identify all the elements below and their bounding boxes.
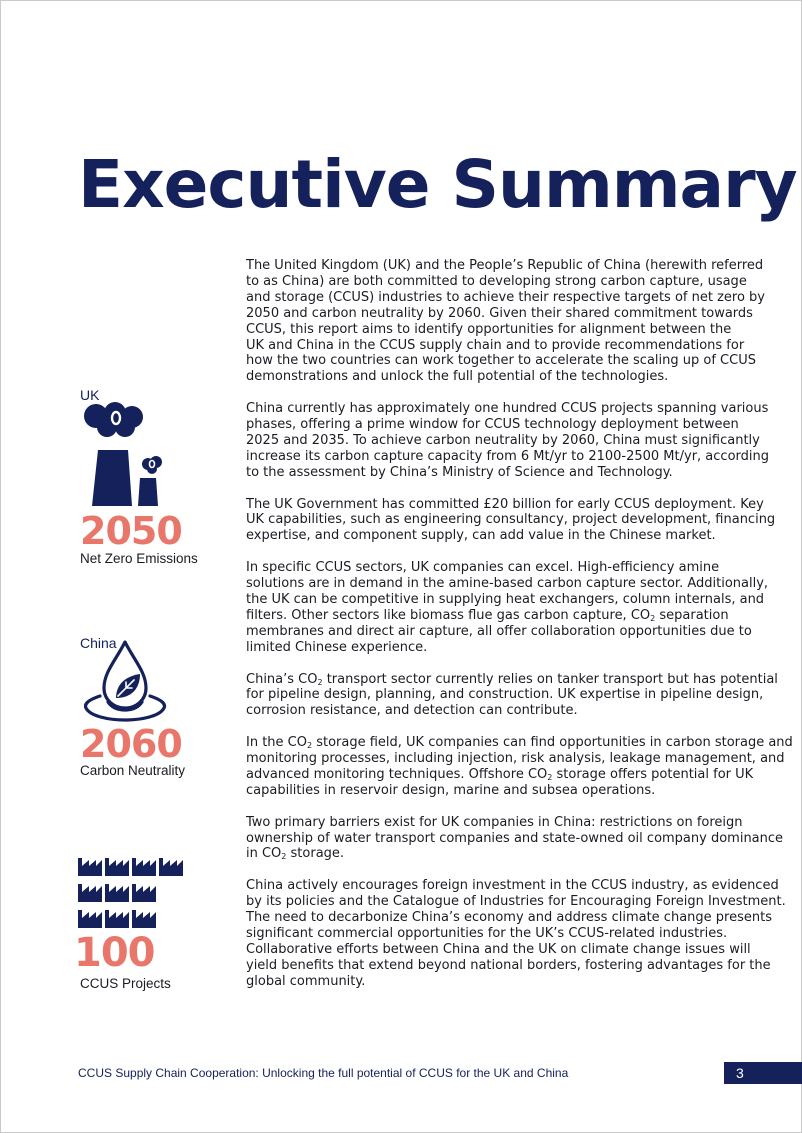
paragraph-line: corrosion resistance, and detection can contribute. (246, 703, 578, 719)
paragraph-line: In the $CO_2$ storage field, UK companies can find opportunities in carbon storage and (246, 735, 793, 751)
paragraph-line: expertise, and component supply, can add value in the Chinese market. (246, 528, 716, 544)
paragraph-line: The need to decarbonize China’s economy and address climate change presents (246, 910, 772, 926)
footer-title: CCUS Supply Chain Cooperation: Unlocking the full potential of CCUS for the UK and China (78, 1066, 569, 1080)
summary-paragraph (246, 560, 769, 655)
uk-label: UK (80, 387, 100, 403)
factory-emissions-icon (82, 402, 170, 508)
paragraph-line: demonstrations and unlock the full potential of the technologies. (246, 369, 669, 385)
projects-stat-caption: CCUS Projects (80, 976, 171, 991)
summary-paragraph (246, 671, 778, 720)
summary-paragraph (246, 814, 784, 863)
paragraph-line: increase its carbon capture capacity from 6 Mt/yr to 2100-2500 Mt/yr, according (246, 448, 769, 464)
summary-paragraph (246, 401, 769, 481)
paragraph-line: UK capabilities, such as engineering consultancy, project development, financing (246, 512, 776, 528)
paragraph-line: yield benefits that extend beyond national borders, fostering advantages for the (246, 957, 771, 973)
paragraph-line: limited Chinese experience. (246, 639, 428, 655)
paragraph-line: in $CO_2$ storage. (246, 846, 345, 862)
summary-paragraph (246, 258, 766, 385)
summary-paragraph (246, 496, 776, 545)
paragraph-line: Two primary barriers exist for UK companies in China: restrictions on foreign (246, 814, 743, 830)
paragraph-line: China currently has approximately one hundred CCUS projects spanning various (246, 401, 769, 417)
paragraph-line: ownership of water transport companies and state-owned oil company dominance (246, 830, 784, 846)
paragraph-line: for pipeline design, planning, and construction. UK expertise in pipeline design, (246, 687, 764, 703)
paragraph-line: membranes and direct air capture, all offer collaboration opportunities due to (246, 623, 752, 639)
page-title: Executive Summary (78, 146, 797, 223)
page-number: 3 (724, 1062, 802, 1084)
uk-stat-number: 2050 (80, 509, 182, 553)
paragraph-line: advanced monitoring techniques. Offshore $CO_2$ storage offers potential for UK (246, 766, 754, 782)
uk-stat-caption: Net Zero Emissions (80, 551, 198, 566)
paragraph-line: UK and China in the CCUS supply chain and to provide recommendations for (246, 337, 745, 353)
paragraph-line: to as China) are both committed to developing strong carbon capture, usage (246, 273, 747, 289)
china-stat-caption: Carbon Neutrality (80, 763, 186, 778)
china-stat-number: 2060 (80, 722, 182, 766)
paragraph-line: phases, offering a prime window for CCUS technology deployment between (246, 417, 739, 433)
paragraph-line: CCUS, this report aims to identify opportunities for alignment between the (246, 321, 732, 337)
paragraph-line: global community. (246, 973, 366, 989)
projects-stat-number: 100 (74, 930, 155, 976)
paragraph-line: to the assessment by China’s Ministry of Science and Technology. (246, 464, 673, 480)
paragraph-line: how the two countries can work together to accelerate the scaling up of CCUS (246, 353, 756, 369)
paragraph-line: the UK can be competitive in supplying heat exchangers, column internals, and (246, 591, 765, 607)
factories-grid-icon (78, 856, 188, 932)
summary-body (246, 258, 793, 1005)
water-drop-leaf-icon (82, 638, 168, 722)
paragraph-line: 2050 and carbon neutrality by 2060. Given their shared commitment towards (246, 305, 753, 321)
paragraph-line: and storage (CCUS) industries to achieve their respective targets of net zero by (246, 289, 766, 305)
paragraph-line: solutions are in demand in the amine-based carbon capture sector. Additionally, (246, 576, 769, 592)
paragraph-line: China’s $CO_2$ transport sector currently relies on tanker transport but has potential (246, 671, 778, 687)
paragraph-line: significant commercial opportunities for the UK’s CCUS-related industries. (246, 925, 728, 941)
paragraph-line: China actively encourages foreign investment in the CCUS industry, as evidenced (246, 878, 779, 894)
china-label: China (80, 635, 117, 651)
paragraph-line: filters. Other sectors like biomass flue gas carbon capture, $CO_2$ separation (246, 607, 729, 623)
paragraph-line: Collaborative efforts between China and the UK on climate change issues will (246, 941, 751, 957)
paragraph-line: The UK Government has committed £20 billion for early CCUS deployment. Key (246, 496, 764, 512)
paragraph-line: capabilities in reservoir design, marine and subsea operations. (246, 782, 656, 798)
summary-paragraph (246, 878, 786, 989)
paragraph-line: In specific CCUS sectors, UK companies can excel. High-efficiency amine (246, 560, 720, 576)
paragraph-line: monitoring processes, including injection, risk analysis, leakage management, and (246, 751, 785, 767)
paragraph-line: The United Kingdom (UK) and the People’s Republic of China (herewith referred (246, 258, 764, 273)
summary-paragraph (246, 735, 793, 799)
paragraph-line: by its policies and the Catalogue of Industries for Encouraging Foreign Investment. (246, 894, 786, 910)
paragraph-line: 2025 and 2035. To achieve carbon neutrality by 2060, China must significantly (246, 432, 760, 448)
